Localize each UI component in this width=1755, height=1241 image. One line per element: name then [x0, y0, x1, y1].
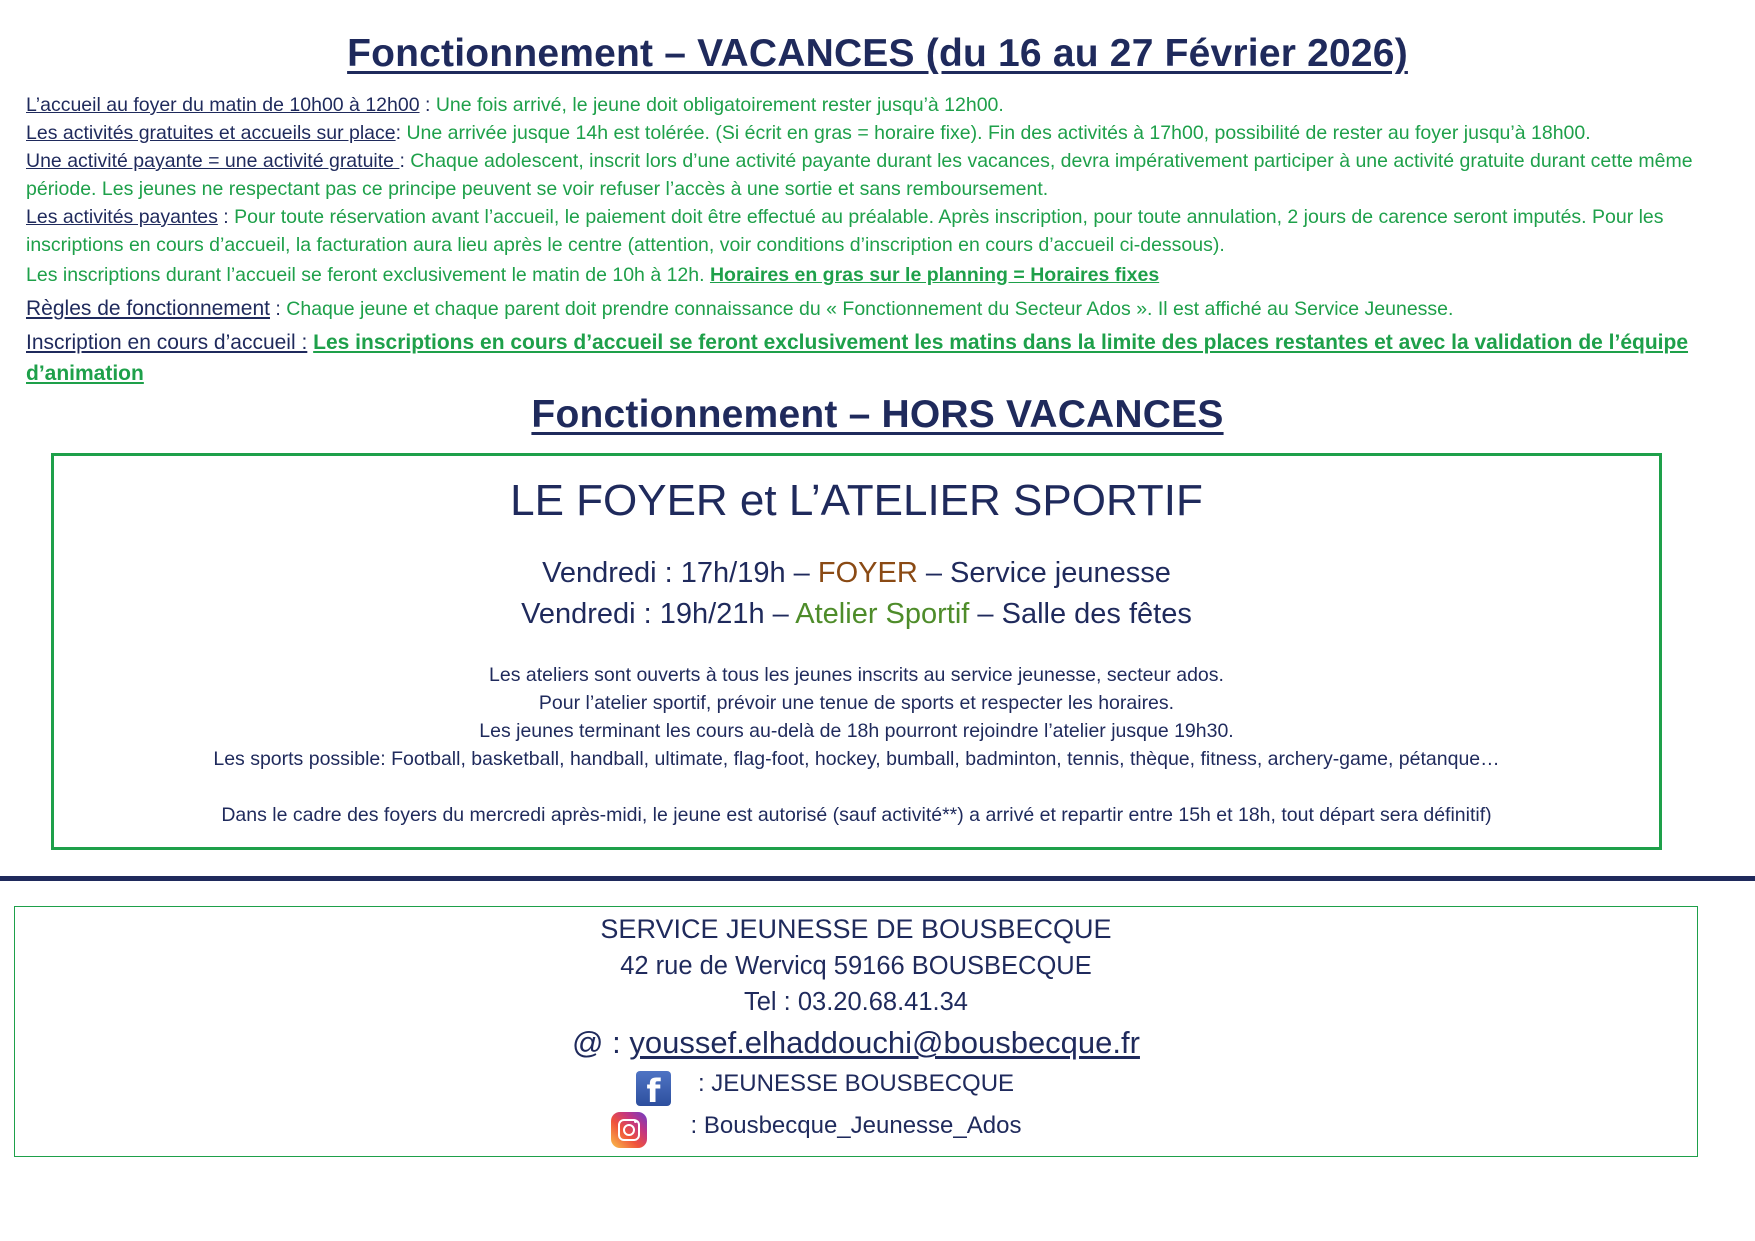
schedule-atelier [54, 598, 1659, 631]
rule-gratuites-text: Une arrivée jusque 14h est tolérée. (Si écrit en gras = horaire fixe). Fin des activités à 17h00, possibilité de rester au foyer jusqu’à 18h00. [406, 122, 1591, 144]
foyer-atelier-box [51, 453, 1662, 850]
rule-inscription-cours-label: Inscription en cours d’accueil : [26, 331, 308, 354]
rule-payantes-sep: : [217, 206, 235, 228]
info-line: Les jeunes terminant les cours au-delà de 18h pourront rejoindre l’atelier jusque 19h30. [479, 720, 1234, 742]
info-line: Les sports possible: Football, basketball, handball, ultimate, flag-foot, hockey, bumball, badminton, tennis, thèque, fitness, archery-game, pétanque… [213, 748, 1500, 770]
rule-inscription-cours [26, 327, 1738, 389]
rule-gratuites [26, 119, 1738, 147]
rule-regles-label: Règles de fonctionnement [26, 297, 270, 320]
facebook-icon: f [636, 1071, 671, 1106]
rule-accueil-sep: : [419, 94, 436, 116]
schedule-atelier-highlight: Atelier Sportif [795, 598, 970, 630]
vacances-title: Fonctionnement – VACANCES (du 16 au 27 Février 2026) [347, 32, 1408, 75]
rule-payantes-label: Les activités payantes [26, 206, 218, 228]
rule-accueil-text: Une fois arrivé, le jeune doit obligatoirement rester jusqu’à 12h00. [435, 94, 1004, 116]
rule-accueil-label: L’accueil au foyer du matin de 10h00 à 12h00 [26, 94, 420, 116]
rule-regles-sep: : [270, 298, 287, 320]
schedule-atelier-prefix: Vendredi : 19h/21h – [521, 598, 796, 630]
info-line: Les ateliers sont ouverts à tous les jeunes inscrits au service jeunesse, secteur ados. [489, 664, 1224, 686]
rule-inscriptions-matin [26, 261, 1738, 289]
rule-gratuites-label: Les activités gratuites et accueils sur place [26, 122, 396, 144]
section-divider [0, 876, 1755, 881]
contact-address: 42 rue de Wervicq 59166 BOUSBECQUE [620, 952, 1092, 980]
hors-vacances-title: Fonctionnement – HORS VACANCES [531, 393, 1224, 436]
rule-payante-gratuite-text: Chaque adolescent, inscrit lors d’une activité payante durant les vacances, devra impérativement participer à une activité gratuite durant cette même période. Les jeunes ne respectant pas ce principe peuvent se voir refuser l’accès à une sortie et sans remboursement. [26, 150, 1693, 200]
schedule-foyer-prefix: Vendredi : 17h/19h – [542, 557, 818, 589]
contact-box [14, 906, 1698, 1157]
email-prefix: @ : [572, 1025, 630, 1060]
contact-phone: Tel : 03.20.68.41.34 [743, 988, 968, 1016]
rule-gratuites-sep: : [395, 122, 407, 144]
contact-email-line [15, 1025, 1697, 1061]
schedule-foyer-highlight: FOYER [817, 557, 918, 589]
rule-inscriptions-matin-bold: Horaires en gras sur le planning = Horaires fixes [709, 264, 1160, 286]
rule-payantes [26, 203, 1738, 259]
rule-payante-gratuite-sep: : [399, 150, 411, 172]
facebook-handle[interactable]: : JEUNESSE BOUSBECQUE [697, 1070, 1015, 1097]
instagram-handle[interactable]: : Bousbecque_Jeunesse_Ados [690, 1112, 1022, 1139]
atelier-info [54, 661, 1659, 829]
schedule-foyer [54, 557, 1659, 590]
rule-payantes-text: Pour toute réservation avant l’accueil, le paiement doit être effectué au préalable. Après inscription, pour toute annulation, 2 jours de carence seront imputés. Pour les inscriptions en cours d’accueil, la facturation aura lieu après le centre (attention, voir conditions d’inscription en cours d’accueil ci-dessous). [26, 206, 1664, 256]
rule-payante-gratuite-label: Une activité payante = une activité gratuite [26, 150, 400, 172]
schedule-foyer-suffix: – Service jeunesse [917, 557, 1171, 589]
info-line: Pour l’atelier sportif, prévoir une tenue de sports et respecter les horaires. [538, 692, 1175, 714]
vacances-rules [26, 91, 1738, 389]
rule-payante-gratuite [26, 147, 1738, 203]
rule-regles-text: Chaque jeune et chaque parent doit prendre connaissance du « Fonctionnement du Secteur Ados ». Il est affiché au Service Jeunesse. [286, 298, 1454, 320]
contact-org: SERVICE JEUNESSE DE BOUSBECQUE [600, 914, 1112, 944]
foyer-atelier-title: LE FOYER et L’ATELIER SPORTIF [510, 476, 1203, 525]
rule-accueil [26, 91, 1738, 119]
schedule-atelier-suffix: – Salle des fêtes [969, 598, 1192, 630]
mercredi-note: Dans le cadre des foyers du mercredi après-midi, le jeune est autorisé (sauf activité**) a arrivé et repartir entre 15h et 18h, tout départ sera définitif) [221, 804, 1492, 826]
rule-regles [26, 295, 1738, 323]
contact-email-link[interactable]: youssef.elhaddouchi@bousbecque.fr [629, 1025, 1140, 1060]
rule-inscriptions-matin-text: Les inscriptions durant l’accueil se feront exclusivement le matin de 10h à 12h. [26, 264, 710, 286]
rule-inscription-cours-bold: Les inscriptions en cours d’accueil se feront exclusivement les matins dans la limite des places restantes et avec la validation de l’équipe d’animation [26, 331, 1689, 385]
